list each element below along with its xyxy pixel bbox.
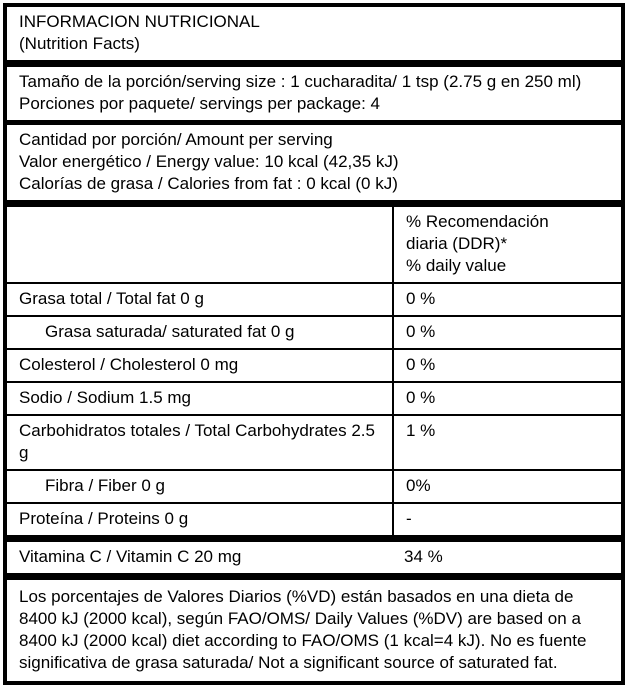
nutrient-dv: 0 % [392, 284, 621, 315]
serving-info-section [7, 67, 621, 120]
divider-bar-5 [7, 573, 621, 580]
servings-per-package-text: Porciones por paquete/ servings per package: 4 [19, 94, 381, 113]
amount-per-serving-heading: Cantidad por porción/ Amount per serving [19, 130, 333, 149]
label-title-section [7, 7, 621, 60]
nutrient-name: Colesterol / Cholesterol 0 mg [19, 355, 239, 374]
nutrient-row-vitamin-c [7, 542, 621, 573]
nutrient-name: Grasa saturada/ saturated fat 0 g [45, 322, 295, 341]
nutrient-dv: - [392, 504, 621, 535]
nutrient-name: Sodio / Sodium 1.5 mg [19, 388, 191, 407]
daily-value-footnote: Los porcentajes de Valores Diarios (%VD) están basados en una dieta de 8400 kJ (2000 kcal), según FAO/OMS/ Daily Values (%DV) are based on a 8400 kJ (2000 kcal) diet according to FAO/OMS (1 kcal=4 kJ). No es fuente significativa de grasa saturada/ Not a significant source of saturated fat. [19, 587, 587, 672]
label-title-english: (Nutrition Facts) [19, 34, 140, 53]
nutrient-name: Carbohidratos totales / Total Carbohydrates 2.5 g [19, 421, 375, 462]
nutrient-dv: 0 % [392, 350, 621, 381]
nutrition-facts-label [3, 3, 625, 685]
daily-value-header-cell [392, 207, 621, 282]
nutrient-row-cholesterol [7, 348, 621, 381]
nutrient-row-carbohydrates [7, 414, 621, 469]
dv-header-line3: % daily value [406, 256, 507, 275]
nutrient-row-total-fat [7, 282, 621, 315]
nutrient-dv: 0 % [392, 317, 621, 348]
table-header-empty-cell [7, 207, 392, 282]
label-title-spanish: INFORMACION NUTRICIONAL [19, 12, 260, 31]
nutrient-name: Vitamina C / Vitamin C 20 mg [19, 547, 242, 566]
dv-header-line1: % Recomendación [406, 212, 549, 231]
nutrient-dv: 0% [392, 471, 621, 502]
calories-from-fat-text: Calorías de grasa / Calories from fat : 0 kcal (0 kJ) [19, 174, 398, 193]
nutrient-name: Fibra / Fiber 0 g [45, 476, 165, 495]
divider-bar-1 [7, 60, 621, 67]
nutrient-dv: 34 % [404, 547, 443, 566]
nutrient-name: Grasa total / Total fat 0 g [19, 289, 204, 308]
nutrient-row-saturated-fat [7, 315, 621, 348]
nutrient-dv: 0 % [392, 383, 621, 414]
serving-size-text: Tamaño de la porción/serving size : 1 cucharadita/ 1 tsp (2.75 g en 250 ml) [19, 72, 582, 91]
divider-bar-4 [7, 535, 621, 542]
table-header-row [7, 207, 621, 282]
energy-value-text: Valor energético / Energy value: 10 kcal (42,35 kJ) [19, 152, 399, 171]
nutrient-row-protein [7, 502, 621, 535]
nutrient-name: Proteína / Proteins 0 g [19, 509, 189, 528]
nutrient-row-fiber [7, 469, 621, 502]
nutrient-dv: 1 % [392, 416, 621, 469]
nutrient-row-sodium [7, 381, 621, 414]
amount-per-serving-section [7, 125, 621, 200]
divider-bar-3 [7, 200, 621, 207]
dv-header-line2: diaria (DDR)* [406, 234, 508, 253]
